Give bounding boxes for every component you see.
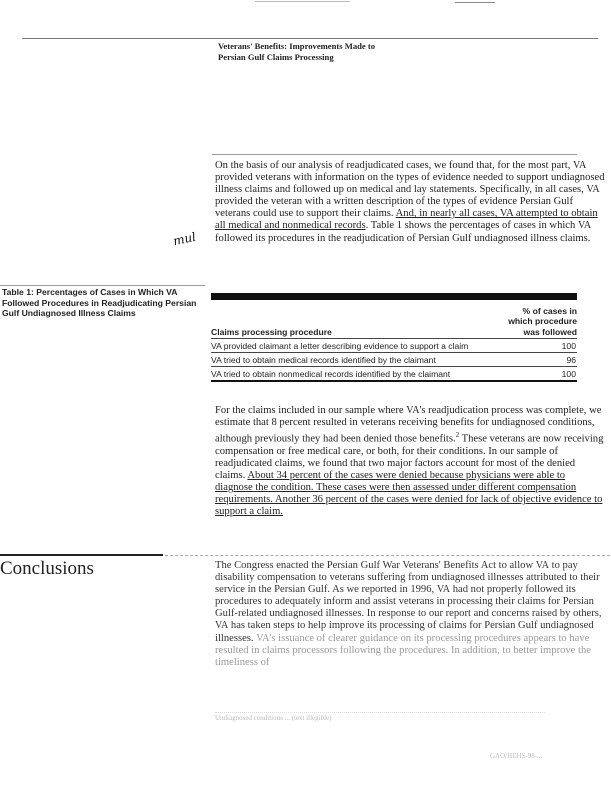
cell-procedure: VA tried to obtain nonmedical records identified by the claimant [211,367,507,381]
va-abbrev: VA [406,405,420,416]
body-rule [212,154,577,155]
running-head-line1: Veterans' Benefits: Improvements Made to [218,41,376,51]
footnote-rule [215,712,545,713]
underlined-text: About 34 percent of the cases were denied because physicians were able to diagnose the condition. These cases were then assessed under different compensation requirements. Another 36 percent of the cases were denied for lack of objective evidence to support a claim. [215,470,603,518]
running-head-line2: Persian Gulf Claims Processing [218,52,334,62]
va-abbrev: VA [586,184,600,196]
header-rule [22,38,598,39]
table-header-row [211,300,577,339]
va-abbrev: VA [215,620,229,632]
table-bottom-rule [211,380,577,382]
paragraph-results: For the claims included in our sample where VA's readjudication process was complete, we estimate that 8 percent resulted in veterans receiving benefits for undiagnosed conditions, although previously they had been denied those benefits.$^2$ These veterans are now receiving compensation or free medical care, or both, for their conditions. In our sample of readjudicated claims, we found that two major factors account for most of the denied claims. About 34 percent of the cases were denied because physicians were able to diagnose the condition. These cases were then assessed under different compensation requirements. Another 36 percent of the cases were denied for lack of objective evidence to support a claim. [215,405,604,518]
cell-procedure: VA tried to obtain medical records identified by the claimant [211,353,507,367]
footnote: Undiagnosed conditions ... (text illegible) [215,714,332,722]
va-abbrev: VA [535,560,549,571]
procedures-table [211,300,577,380]
handwritten-initials: mul [171,229,198,249]
cell-percent: 96 [507,353,577,367]
paragraph-conclusions: The Congress enacted the Persian Gulf War Veterans' Benefits Act to allow VA to pay disability compensation to veterans suffering from undiagnosed illnesses attributed to their service in the Persian Gulf. As we reported in 1996, VA had not properly followed its procedures to adequately inform and assist veterans in processing their claims for Persian Gulf-related undiagnosed illnesses. In response to our report and concerns raised by others, VA has taken steps to help improve its processing of claims for Persian Gulf undiagnosed illnesses. VA's issuance of clearer guidance on its processing procedures appears to have resulted in claims processors following the procedures. In addition, to better improve the timeliness of [215,560,602,668]
table-top-bar [211,293,577,300]
footnote-ref: 2 [455,431,460,440]
section-rule-dashed [165,555,610,556]
table-row [211,339,577,353]
running-head [218,41,375,63]
table-caption: Table 1: Percentages of Cases in Which VA Followed Procedures in Readjudicating Persian Gulf Undiagnosed Illness Claims [2,287,197,319]
caption-rule [0,285,205,286]
section-title: Conclusions [0,558,94,579]
column-header-procedure: Claims processing procedure [211,327,332,338]
paragraph-findings: On the basis of our analysis of readjudicated cases, we found that, for the most part, VA provided veterans with information on the types of evidence needed to support undiagnosed illness claims and followed up on medical and lay statements. Specifically, in all cases, VA provided the veteran with a written description of the types of evidence Persian Gulf veterans could use to support their claims. And, in nearly all cases, VA attempted to obtain all medical and nonmedical records. Table 1 shows the percentages of cases in which VA followed its procedures in the readjudication of Persian Gulf undiagnosed illness claims. [215,160,605,244]
scan-artifact-line [455,2,495,3]
va-abbrev: VA [577,220,592,232]
table-1 [211,293,577,382]
cell-procedure: VA provided claimant a letter describing evidence to support a claim [211,339,507,353]
underlined-text: And, in nearly all cases, VA attempted to obtain all medical and nonmedical records [215,208,598,232]
va-abbrev: VA [256,632,270,644]
column-header-percent: % of cases in which procedure was followed [508,306,577,337]
scan-artifact-line [255,1,350,2]
va-abbrev: VA [436,584,451,596]
va-abbrev: VA [573,160,587,171]
section-rule [0,554,163,556]
table-row [211,367,577,381]
footer-report-code: GAO/HEHS-98-... [490,752,543,760]
cell-percent: 100 [507,367,577,381]
cell-percent: 100 [507,339,577,353]
table-row [211,353,577,367]
